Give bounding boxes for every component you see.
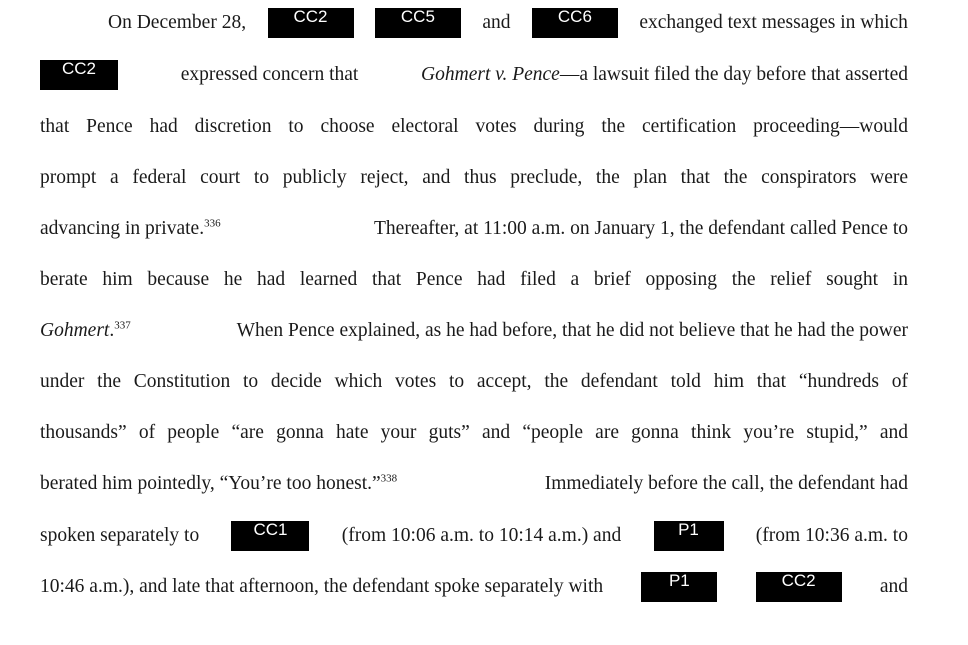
text-line-2: [40, 57, 908, 93]
redaction-box: CC2: [40, 60, 118, 90]
case-name: Gohmert: [40, 320, 110, 341]
text-segment: [421, 64, 908, 86]
redaction-box: CC5: [375, 8, 461, 38]
text-segment: Thereafter, at 11:00 a.m. on January 1, the defendant called Pence to: [374, 218, 908, 239]
text-line-3: [40, 109, 908, 145]
footnote-ref: 336: [204, 217, 221, 230]
text-line-5: [40, 211, 908, 247]
text-line-8: [40, 364, 908, 400]
text-line-1: [108, 5, 908, 41]
text-segment: that Pence had discretion to choose electoral votes during the certification proceeding—would: [40, 116, 908, 137]
case-name: Gohmert v. Pence: [421, 64, 560, 85]
text-segment: thousands” of people “are gonna hate your guts” and “people are gonna think you’re stupid,” and: [40, 422, 908, 443]
redaction-box: CC2: [756, 572, 842, 602]
text-segment: 10:46 a.m.), and late that afternoon, the defendant spoke separately with: [40, 576, 604, 597]
text-segment: Immediately before the call, the defendant had: [544, 473, 908, 494]
text-segment: berate him because he had learned that Pence had filed a brief opposing the relief sought in: [40, 269, 908, 290]
text-segment: prompt a federal court to publicly reject, and thus preclude, the plan that the conspirators were: [40, 167, 908, 188]
text-line-6: [40, 262, 908, 298]
text-segment: (from 10:36 a.m. to: [755, 525, 908, 546]
redaction-box: CC1: [231, 521, 309, 551]
text-segment: spoken separately to: [40, 525, 200, 546]
redaction-box: CC2: [268, 8, 354, 38]
text-segment: under the Constitution to decide which votes to accept, the defendant told him that “hundreds of: [40, 371, 908, 392]
redaction-box: CC6: [532, 8, 618, 38]
text-line-12: [40, 569, 908, 605]
redaction-box: P1: [641, 572, 717, 602]
text-line-9: [40, 415, 908, 451]
text-segment: Gohmert.$^{337}$: [40, 319, 131, 341]
redaction-box: P1: [654, 521, 724, 551]
text-line-4: [40, 160, 908, 196]
text-segment: advancing in private.$^{336}$: [40, 217, 221, 239]
text-line-11: [40, 518, 908, 554]
text-segment: exchanged text messages in which: [639, 12, 908, 33]
text-line-7: [40, 313, 908, 349]
text-segment: and: [482, 12, 511, 33]
text-line-10: [40, 466, 908, 502]
text-segment: (from 10:06 a.m. to 10:14 a.m.) and: [341, 525, 622, 546]
text-segment: On December 28,: [108, 12, 247, 33]
footnote-ref: 337: [114, 319, 131, 332]
text-segment: and: [879, 576, 908, 597]
text-segment: expressed concern that: [180, 64, 359, 85]
text-segment: When Pence explained, as he had before, that he did not believe that he had the power: [236, 320, 908, 341]
text-segment: —a lawsuit filed the day before that asserted: [559, 64, 908, 85]
footnote-ref: 338: [380, 472, 398, 485]
text-segment: berated him pointedly, “You’re too honest.”$^{338}$: [40, 472, 398, 494]
